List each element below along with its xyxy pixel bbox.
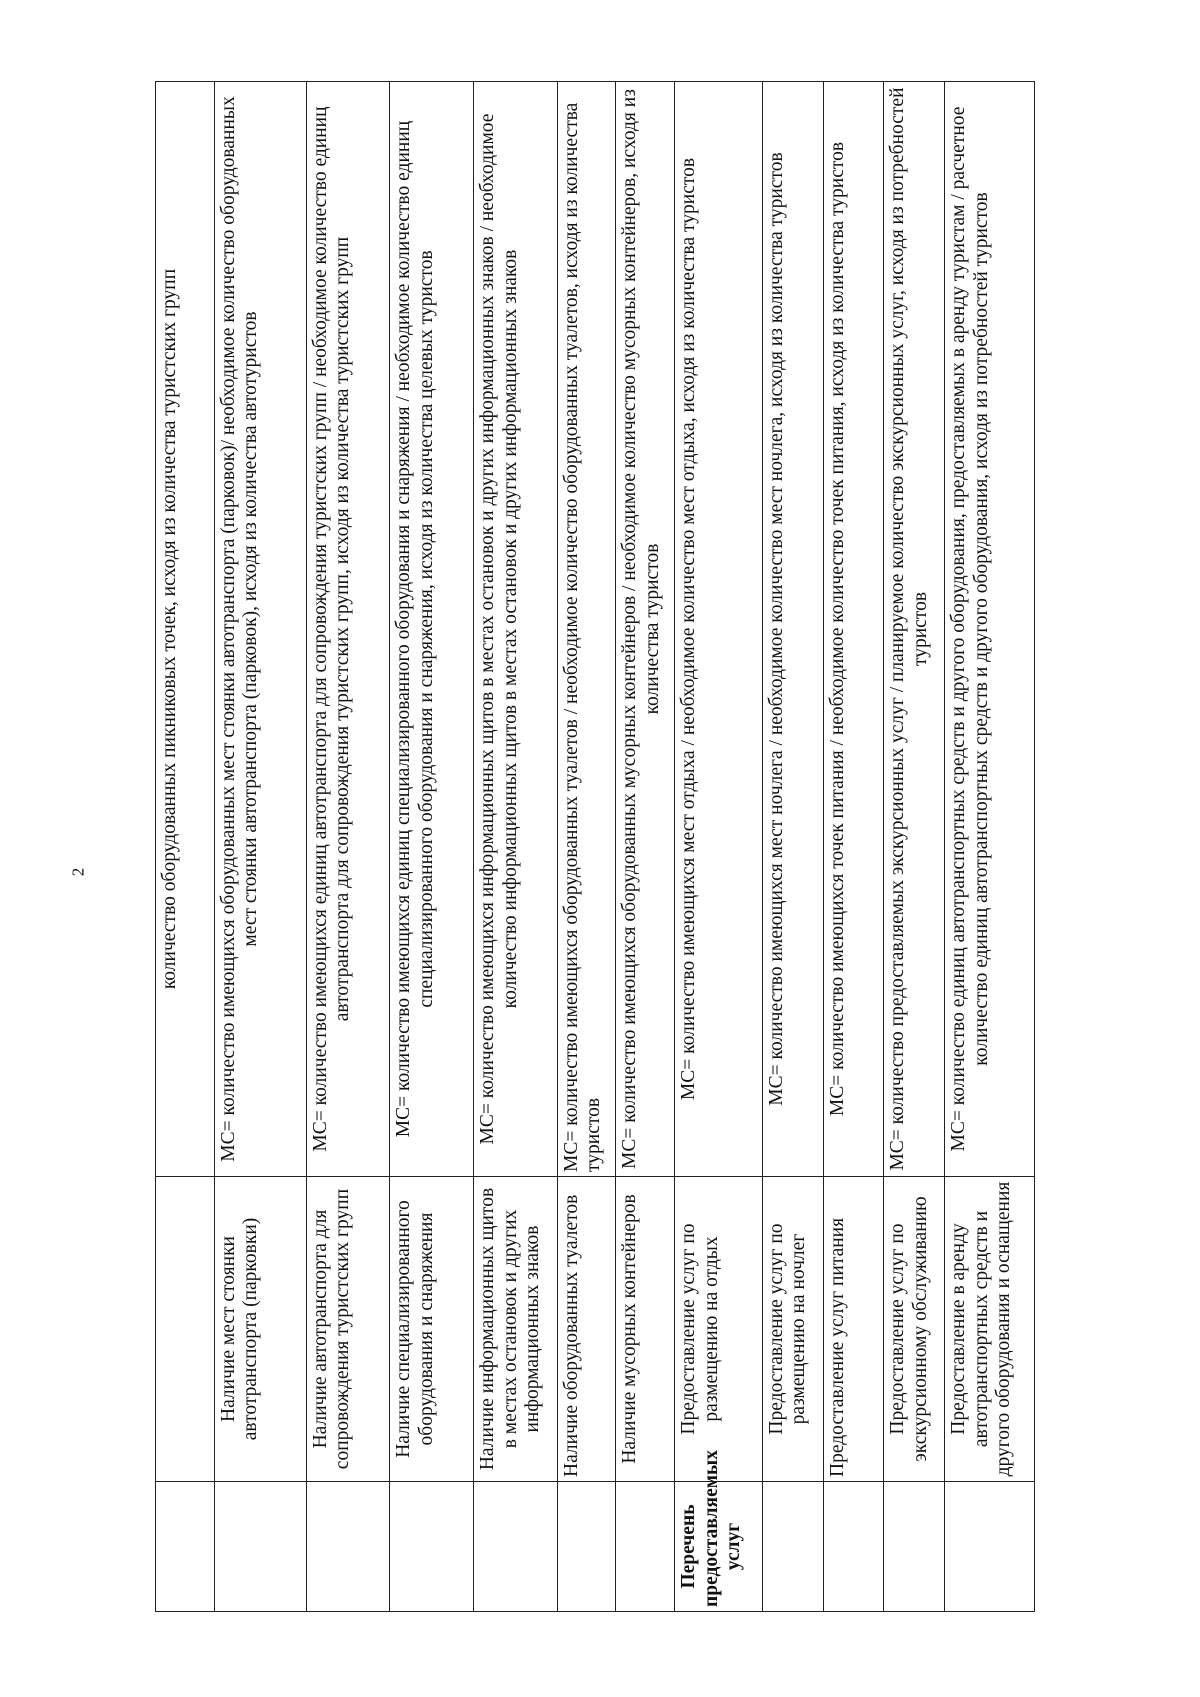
table-row xyxy=(306,82,390,1612)
indicators-table xyxy=(155,81,1035,1612)
category-cell xyxy=(214,1482,306,1612)
table-row xyxy=(474,82,558,1612)
table-row xyxy=(616,82,675,1612)
category-cell xyxy=(306,1482,390,1612)
table-row xyxy=(557,82,616,1612)
page-number: 2 xyxy=(68,867,88,877)
category-cell xyxy=(762,1482,823,1612)
indicator-cell: Предоставление услуг по экскурсионному обслуживанию xyxy=(884,1177,945,1482)
category-cell xyxy=(884,1482,945,1612)
category-cell xyxy=(616,1482,675,1612)
formula-cell: МС= количество имеющихся единиц специализированного оборудования и снаряжения / необходимое количество единиц специализированного оборудования и снаряжения, исходя из количества целевых туристов xyxy=(390,82,474,1177)
table-row xyxy=(674,82,762,1612)
category-cell xyxy=(944,1482,1034,1612)
category-cell xyxy=(474,1482,558,1612)
table-row xyxy=(884,82,945,1612)
indicator-cell: Предоставление услуг по размещению на отдых xyxy=(674,1177,762,1482)
indicator-cell: Наличие информационных щитов в местах остановок и других информационных знаков xyxy=(474,1177,558,1482)
formula-cell: МС= количество имеющихся единиц автотранспорта для сопровождения туристских групп / необходимое количество единиц автотранспорта для сопровождения туристских групп, исходя из количества туристских групп xyxy=(306,82,390,1177)
table-row xyxy=(214,82,306,1612)
table-row xyxy=(944,82,1034,1612)
table-row xyxy=(823,82,884,1612)
formula-cell: МС= количество имеющихся оборудованных мест стоянки автотранспорта (парковок)/ необходимое количество оборудованных мест стоянки автотранспорта (парковок), исходя из количества автотуристов xyxy=(214,82,306,1177)
formula-cell: МС= количество имеющихся мест отдыха / необходимое количество мест отдыха, исходя из количества туристов xyxy=(674,82,762,1177)
indicator-cell xyxy=(156,1177,215,1482)
formula-cell: МС= количество имеющихся точек питания / необходимое количество точек питания, исходя из количества туристов xyxy=(823,82,884,1177)
table-row xyxy=(762,82,823,1612)
indicator-cell: Предоставление услуг по размещению на ночлег xyxy=(762,1177,823,1482)
category-cell xyxy=(156,1482,215,1612)
formula-cell: количество оборудованных пикниковых точек, исходя из количества туристских групп xyxy=(156,82,215,1177)
rotated-table-container xyxy=(155,82,1035,1612)
formula-cell: МС= количество имеющихся информационных щитов в местах остановок и других информационных знаков / необходимое количество информационных щитов в местах остановок и других информационных знаков xyxy=(474,82,558,1177)
category-cell xyxy=(823,1482,884,1612)
indicator-cell: Наличие специализированного оборудования и снаряжения xyxy=(390,1177,474,1482)
category-cell xyxy=(390,1482,474,1612)
table-row xyxy=(390,82,474,1612)
formula-cell: МС= количество имеющихся оборудованных мусорных контейнеров / необходимое количество мусорных контейнеров, исходя из количества туристов xyxy=(616,82,675,1177)
formula-cell: МС= количество имеющихся мест ночлега / необходимое количество мест ночлега, исходя из количества туристов xyxy=(762,82,823,1177)
indicator-cell: Предоставление в аренду автотранспортных средств и другого оборудования и оснащения xyxy=(944,1177,1034,1482)
formula-cell: МС= количество имеющихся оборудованных туалетов / необходимое количество оборудованных туалетов, исходя из количества туристов xyxy=(557,82,616,1177)
formula-cell: МС= количество единиц автотранспортных средств и другого оборудования, предоставляемых в аренду туристам / расчетное количество единиц автотранспортных средств и другого оборудования, исходя из потребностей туристов xyxy=(944,82,1034,1177)
indicator-cell: Наличие мусорных контейнеров xyxy=(616,1177,675,1482)
category-cell xyxy=(557,1482,616,1612)
indicator-cell: Предоставление услуг питания xyxy=(823,1177,884,1482)
indicator-cell: Наличие автотранспорта для сопровождения туристских групп xyxy=(306,1177,390,1482)
category-label: Перечень предоставляемых услуг xyxy=(674,1482,762,1612)
table-row xyxy=(156,82,215,1612)
indicator-cell: Наличие оборудованных туалетов xyxy=(557,1177,616,1482)
formula-cell: МС= количество предоставляемых экскурсионных услуг / планируемое количество экскурсионных услуг, исходя из потребностей туристов xyxy=(884,82,945,1177)
indicator-cell: Наличие мест стоянки автотранспорта (парковки) xyxy=(214,1177,306,1482)
